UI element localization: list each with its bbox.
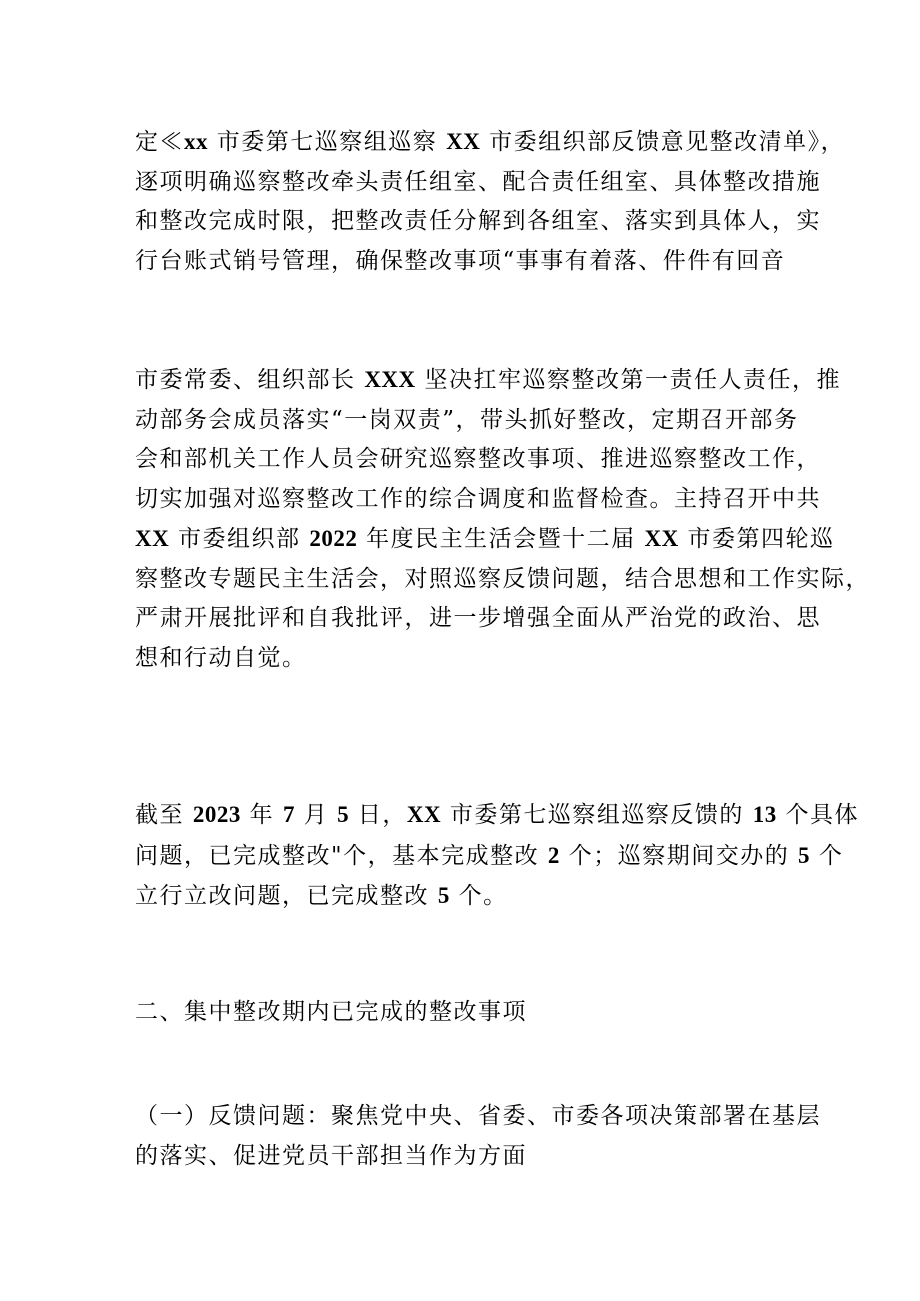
paragraph-rectification-list bbox=[135, 122, 846, 281]
text-line: 截至 2023 年 7 月 5 日，XX 市委第七巡察组巡察反馈的 13 个具体 bbox=[135, 802, 860, 828]
text-line: 切实加强对巡察整改工作的综合调度和监督检查。主持召开中共 bbox=[135, 485, 821, 512]
paragraph-feedback-issue bbox=[135, 1097, 821, 1176]
text-line: 问题，已完成整改"个，基本完成整改 2 个；巡察期间交办的 5 个 bbox=[135, 842, 844, 869]
text-line: 察整改专题民主生活会，对照巡察反馈问题，结合思想和工作实际， bbox=[135, 565, 870, 592]
text-line: 严肃开展批评和自我批评，进一步增强全面从严治党的政治、思 bbox=[135, 605, 821, 631]
section-heading: 二、集中整改期内已完成的整改事项 bbox=[135, 999, 527, 1025]
text-line: 会和部机关工作人员会研究巡察整改事项、推进巡察整改工作， bbox=[135, 446, 821, 472]
paragraph-leadership-responsibility bbox=[135, 360, 870, 678]
text-line: 的落实、促进党员干部担当作为方面 bbox=[135, 1142, 527, 1169]
text-line: 行台账式销号管理，确保整改事项“事事有着落、件件有回音 bbox=[135, 247, 786, 274]
text-line: XX 市委组织部 2022 年度民主生活会暨十二届 XX 市委第四轮巡 bbox=[135, 526, 835, 552]
text-line: 动部务会成员落实“一岗双责”，带头抓好整改，定期召开部务 bbox=[135, 406, 799, 433]
text-line: 逐项明确巡察整改牵头责任组室、配合责任组室、具体整改措施 bbox=[135, 168, 821, 195]
paragraph-progress-summary bbox=[135, 795, 860, 917]
text-line: 市委常委、组织部长 XXX 坚决扛牢巡察整改第一责任人责任，推 bbox=[135, 367, 841, 393]
text-line: 定≪xx 市委第七巡察组巡察 XX 市委组织部反馈意见整改清单》， bbox=[135, 129, 846, 155]
text-line: 和整改完成时限，把整改责任分解到各组室、落实到具体人，实 bbox=[135, 208, 821, 234]
text-line: 立行立改问题，已完成整改 5 个。 bbox=[135, 883, 508, 909]
text-line: 想和行动自觉。 bbox=[135, 644, 307, 671]
text-line: （一）反馈问题：聚焦党中央、省委、市委各项决策部署在基层 bbox=[135, 1103, 821, 1129]
